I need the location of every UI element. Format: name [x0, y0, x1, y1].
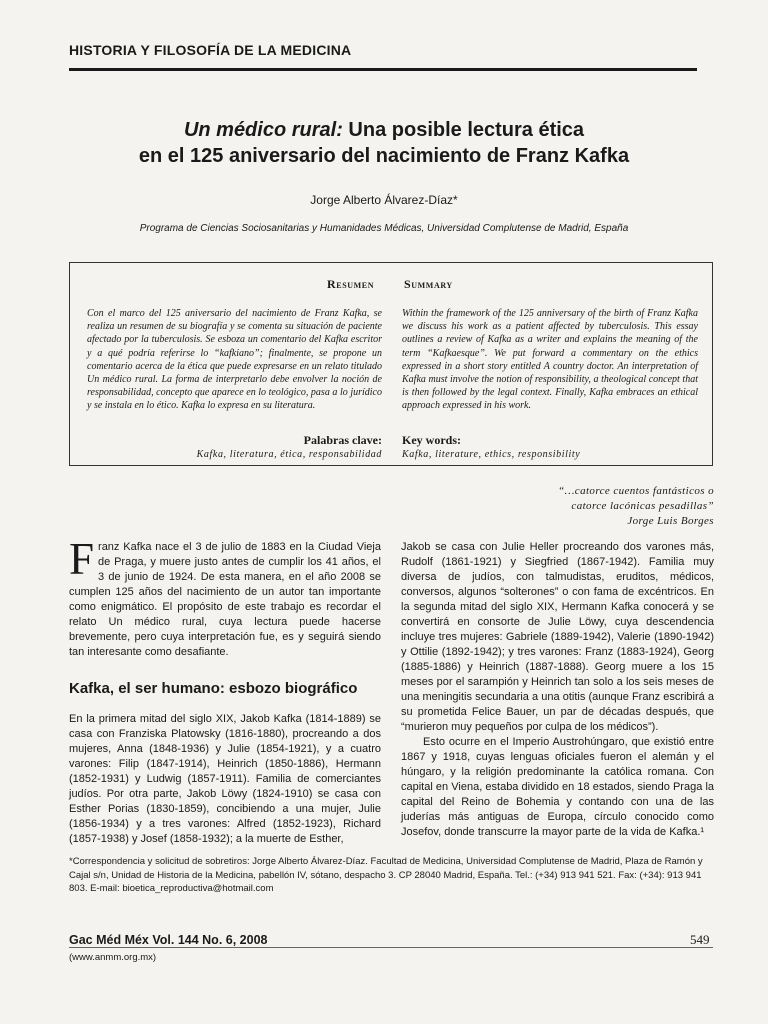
article-title: [40, 117, 728, 169]
title-line2: en el 125 aniversario del nacimiento de Franz Kafka: [138, 145, 630, 167]
footer-rule: [69, 947, 713, 948]
intro-paragraph: [69, 534, 381, 660]
right-paragraph-1: Jakob se casa con Julie Heller procreando dos varones más, Rudolf (1861-1921) y Siegfried (1867-1942). Familia muy diversa de judíos, con talmudistas, eruditos, médicos, conversos, algunos “solterones” o con fama de excéntricos. En la segunda mitad del siglo XIX, Hermann Kafka conocerá y se convertirá en consorte de Julie Löwy, cuya descendencia incluye tres mujeres: Gabriele (1889-1942), Valerie (1890-1942) y Ottilie (1892-1942); y tres varones: Franz (1883-1924), Georg (1885-1886) y Heinrich (1887-1888). Georg muere a los 15 meses por el sarampión y Heinrich tan solo a los seis meses de una meningitis secundaria a una otitis (aunque Franz escribirá a su prometida Felice Bauer, un par de décadas después, que “murieron muy pequeños por culpa de los médicos”).: [401, 541, 714, 733]
left-column-paragraph: En la primera mitad del siglo XIX, Jakob Kafka (1814-1889) se casa con Franziska Platowsky (1816-1880), procreando a dos mujeres, Anna (1848-1936) y Julie (1854-1921), y a cuatro varones: Filip (1847-1914), Heinrich (1850-1886), Hermann (1852-1931) y Ludwig (1857-1911). Familia de comerciantes judíos. Por otra parte, Jakob Löwy (1824-1910) se casa con Esther Porias (1830-1859), concibiendo a una mujer, Julie (1856-1934) y a tres varones: Alfred (1852-1923), Richard (1857-1938) y Josef (1858-1932); a la muerte de Esther,: [69, 713, 381, 845]
journal-url: (www.anmm.org.mx): [69, 952, 157, 963]
palabras-clave-text: Kafka, literatura, ética, responsabilidad: [196, 449, 382, 460]
affiliation: Programa de Ciencias Sociosanitarias y Humanidades Médicas, Universidad Complutense de Madrid, España: [139, 223, 629, 234]
section-heading: Kafka, el ser humano: esbozo biográfico: [69, 680, 358, 697]
title-line1: Una posible lectura ética: [342, 119, 585, 141]
epigraph-line2: catorce lacónicas pesadillas”: [571, 500, 714, 512]
palabras-clave-label: Palabras clave:: [303, 433, 382, 447]
epigraph-line1: “…catorce cuentos fantásticos o: [558, 485, 714, 497]
resumen-text: Con el marco del 125 aniversario del nacimiento de Franz Kafka, se realiza un resumen de su biografía y se comenta su situación de paciente afectado por la tuberculosis. Se esboza un comentario del Kafka escritor y a qué podría referirse lo “kafkiano”; finalmente, se propone un comentario acerca de la ética que puede expresarse en un relato titulado Un médico rural. La forma de interpretarlo debe envolver la noción de responsabilidad, concepto que aparece en lo teológico, pasa a lo jurídico y se instala en lo ético. Kafka lo expresa en su literatura.: [87, 308, 382, 412]
footnote: *Correspondencia y solicitud de sobretiros: Jorge Alberto Álvarez-Díaz. Facultad de Medicina, Universidad Complutense de Madrid, Plaza de Ramón y Cajal s/n, Unidad de Historia de la Medicina, pabellón IV, sótano, despacho 3. CP 28040 Madrid, España. Tel.: (+34) 913 941 521. Fax: (+34): 913 941 803. E-mail: bioetica_reproductiva@hotmail.com: [69, 856, 703, 894]
intro-text: ranz Kafka nace el 3 de julio de 1883 en la Ciudad Vieja de Praga, y muere justo antes de cumplir los 41 años, el 3 de junio de 1924. De esta manera, en el año 2008 se cumplen 125 años del nacimiento de un autor tan importante como enigmático. El propósito de este trabajo es recordar el relato Un médico rural, cuya lectura puede hacerse brevemente, pero cuya interpretación fue, es y seguirá siendo tan interesante como desafiante.: [69, 541, 381, 658]
section-header: HISTORIA Y FILOSOFÍA DE LA MEDICINA: [69, 42, 352, 58]
summary-text: Within the framework of the 125 anniversary of the birth of Franz Kafka we discuss his work as a patient affected by tuberculosis. This essay outlines a review of Kafka as a writer and explains the meaning of the term “Kafkaesque”. We put forward a commentary on the ethics expressed in a short story entitled A country doctor. An interpretation of Kafka must involve the notion of responsibility, a theological concept that is then followed by the legal context. Finally, Kafka embraces an ethical approach expressed in his work.: [402, 308, 698, 412]
keywords-text: Kafka, literature, ethics, responsibility: [402, 449, 581, 460]
summary-heading: Summary: [404, 277, 453, 291]
epigraph-attribution: Jorge Luis Borges: [627, 515, 714, 527]
epigraph: [400, 484, 714, 529]
resumen-heading: Resumen: [327, 277, 375, 291]
keywords-label: Key words:: [402, 433, 461, 447]
header-rule: [69, 68, 697, 71]
right-column: [401, 540, 714, 840]
title-italic: Un médico rural:: [183, 119, 343, 141]
author: Jorge Alberto Álvarez-Díaz*: [310, 193, 458, 207]
right-paragraph-2: Esto ocurre en el Imperio Austrohúngaro, que existió entre 1867 y 1918, cuyas lenguas oficiales fueron el alemán y el húngaro, y la religión predominante la católica romana. Con capital en Viena, estaba dividido en 18 estados, siendo Praga la capital del Reino de Bohemia y contando con una de las juderías más antiguas de Europa, círculo conocido como Josefov, donde transcurre la mayor parte de la vida de Kafka.¹: [401, 736, 714, 838]
drop-cap: F: [69, 534, 95, 584]
page-number: 549: [690, 932, 710, 947]
journal-citation: Gac Méd Méx Vol. 144 No. 6, 2008: [69, 933, 268, 947]
abstract-box: [69, 262, 713, 466]
